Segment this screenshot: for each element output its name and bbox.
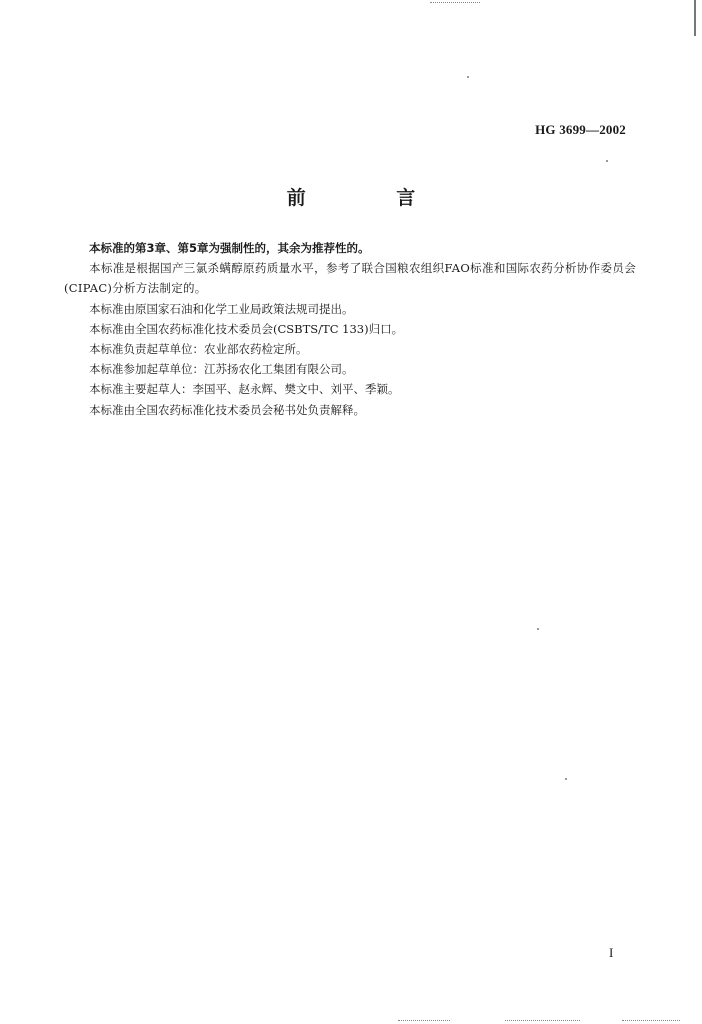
section-title: 前 言 xyxy=(286,187,458,209)
scan-dots-top xyxy=(430,2,480,3)
scan-speck xyxy=(606,160,608,162)
scan-dots-bottom xyxy=(505,1020,580,1021)
page-number: I xyxy=(609,945,614,960)
scan-edge-mark xyxy=(694,0,696,36)
standard-number: HG 3699—2002 xyxy=(535,122,626,137)
paragraph-basis: 本标准是根据国产三氯杀螨醇原药质量水平，参考了联合国粮农组织FAO标准和国际农药分析协作委员会(CIPAC)分析方法制定的。 xyxy=(64,261,636,296)
scan-speck xyxy=(467,76,469,78)
preface-body xyxy=(64,238,636,420)
paragraph-participating-unit: 本标准参加起草单位：江苏扬农化工集团有限公司。 xyxy=(89,362,354,377)
scan-speck xyxy=(537,628,539,630)
paragraph-proposer: 本标准由原国家石油和化学工业局政策法规司提出。 xyxy=(89,301,354,316)
paragraph-drafting-unit: 本标准负责起草单位：农业部农药检定所。 xyxy=(89,342,308,357)
paragraph-interpretation: 本标准由全国农药标准化技术委员会秘书处负责解释。 xyxy=(89,402,365,417)
paragraph-mandatory-clauses: 本标准的第3章、第5章为强制性的，其余为推荐性的。 xyxy=(89,241,370,255)
paragraph-drafters: 本标准主要起草人：李国平、赵永辉、樊文中、刘平、季颖。 xyxy=(89,382,400,397)
paragraph-centralized-by: 本标准由全国农药标准化技术委员会(CSBTS/TC 133)归口。 xyxy=(89,321,404,336)
scan-dots-bottom xyxy=(622,1020,680,1021)
scan-dots-bottom xyxy=(398,1020,450,1021)
scan-speck xyxy=(565,778,567,780)
